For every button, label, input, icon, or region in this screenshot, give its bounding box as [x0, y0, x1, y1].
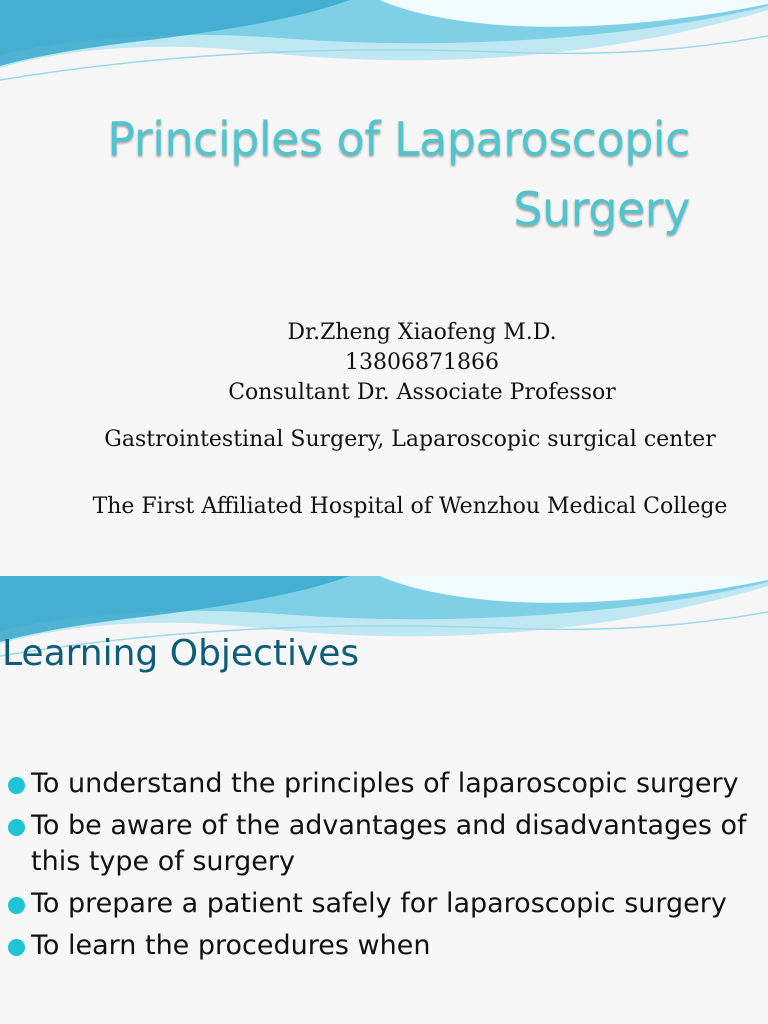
title-line-2: Surgery: [513, 182, 690, 236]
list-item-text: To learn the procedures when: [31, 930, 431, 961]
bullet-dot-icon: [8, 777, 25, 794]
bullet-dot-icon: [8, 819, 25, 836]
title-line-1: Principles of Laparoscopic: [107, 112, 690, 166]
objectives-slide: [0, 576, 768, 1024]
list-item-text: To prepare a patient safely for laparoscopic surgery: [31, 888, 727, 919]
list-item: [0, 928, 760, 964]
list-item: [0, 886, 760, 922]
objectives-list: [0, 766, 760, 970]
author-phone: 13806871866: [345, 350, 499, 375]
bullet-dot-icon: [8, 897, 25, 914]
department-text: Gastrointestinal Surgery, Laparoscopic surgical center: [104, 427, 716, 452]
list-item: [0, 808, 760, 880]
list-item-text: To understand the principles of laparoscopic surgery: [31, 768, 739, 799]
hospital-text: The First Affiliated Hospital of Wenzhou Medical College: [92, 494, 728, 519]
slide-heading: Learning Objectives: [2, 633, 360, 674]
presentation-title: [30, 104, 690, 244]
header-wave-decoration: [0, 0, 768, 90]
author-position: Consultant Dr. Associate Professor: [228, 380, 616, 405]
author-info: [60, 318, 768, 408]
list-item: [0, 766, 760, 802]
bullet-dot-icon: [8, 939, 25, 956]
author-name: Dr.Zheng Xiaofeng M.D.: [287, 320, 557, 345]
list-item-text: To be aware of the advantages and disadvantages of this type of surgery: [31, 810, 747, 877]
